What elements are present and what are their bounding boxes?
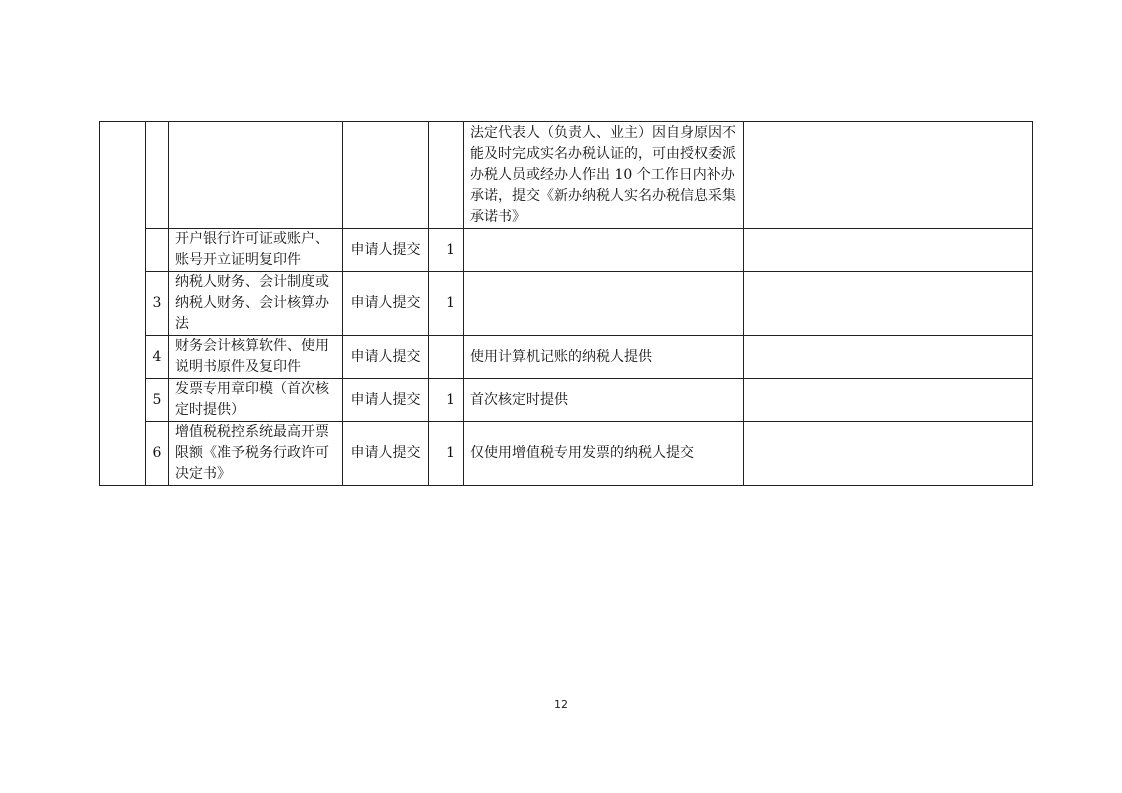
material-cell: 财务会计核算软件、使用说明书原件及复印件	[169, 336, 343, 379]
remark-cell: 使用计算机记账的纳税人提供	[464, 336, 744, 379]
count-cell	[429, 336, 464, 379]
extra-cell	[744, 272, 1033, 336]
table-row	[100, 379, 1033, 422]
count-cell: 1	[429, 272, 464, 336]
material-cell	[169, 122, 343, 229]
provided-by-cell: 申请人提交	[343, 229, 429, 272]
count-cell: 1	[429, 422, 464, 486]
index-cell	[146, 229, 169, 272]
table-row	[100, 272, 1033, 336]
index-cell	[146, 122, 169, 229]
table-row	[100, 422, 1033, 486]
extra-cell	[744, 336, 1033, 379]
provided-by-cell: 申请人提交	[343, 272, 429, 336]
extra-cell	[744, 229, 1033, 272]
provided-by-cell: 申请人提交	[343, 336, 429, 379]
remark-cell: 首次核定时提供	[464, 379, 744, 422]
remark-cell	[464, 229, 744, 272]
remark-cell: 法定代表人（负责人、业主）因自身原因不能及时完成实名办税认证的，可由授权委派办税人员或经办人作出 10 个工作日内补办承诺，提交《新办纳税人实名办税信息采集承诺书》	[464, 122, 744, 229]
extra-cell	[744, 422, 1033, 486]
page-number: 12	[554, 698, 568, 711]
extra-cell	[744, 122, 1033, 229]
count-cell: 1	[429, 229, 464, 272]
material-cell: 开户银行许可证或账户、账号开立证明复印件	[169, 229, 343, 272]
index-cell: 4	[146, 336, 169, 379]
outer-category-cell	[100, 122, 146, 486]
index-cell: 5	[146, 379, 169, 422]
provided-by-cell: 申请人提交	[343, 422, 429, 486]
index-cell: 3	[146, 272, 169, 336]
count-cell	[429, 122, 464, 229]
provided-by-cell: 申请人提交	[343, 379, 429, 422]
table-row	[100, 122, 1033, 229]
material-cell: 发票专用章印模（首次核定时提供）	[169, 379, 343, 422]
remark-cell: 仅使用增值税专用发票的纳税人提交	[464, 422, 744, 486]
index-cell: 6	[146, 422, 169, 486]
table-row	[100, 336, 1033, 379]
materials-table	[99, 121, 1033, 486]
remark-cell	[464, 272, 744, 336]
extra-cell	[744, 379, 1033, 422]
material-cell: 纳税人财务、会计制度或纳税人财务、会计核算办法	[169, 272, 343, 336]
count-cell: 1	[429, 379, 464, 422]
table-row	[100, 229, 1033, 272]
material-cell: 增值税税控系统最高开票限额《准予税务行政许可决定书》	[169, 422, 343, 486]
provided-by-cell	[343, 122, 429, 229]
